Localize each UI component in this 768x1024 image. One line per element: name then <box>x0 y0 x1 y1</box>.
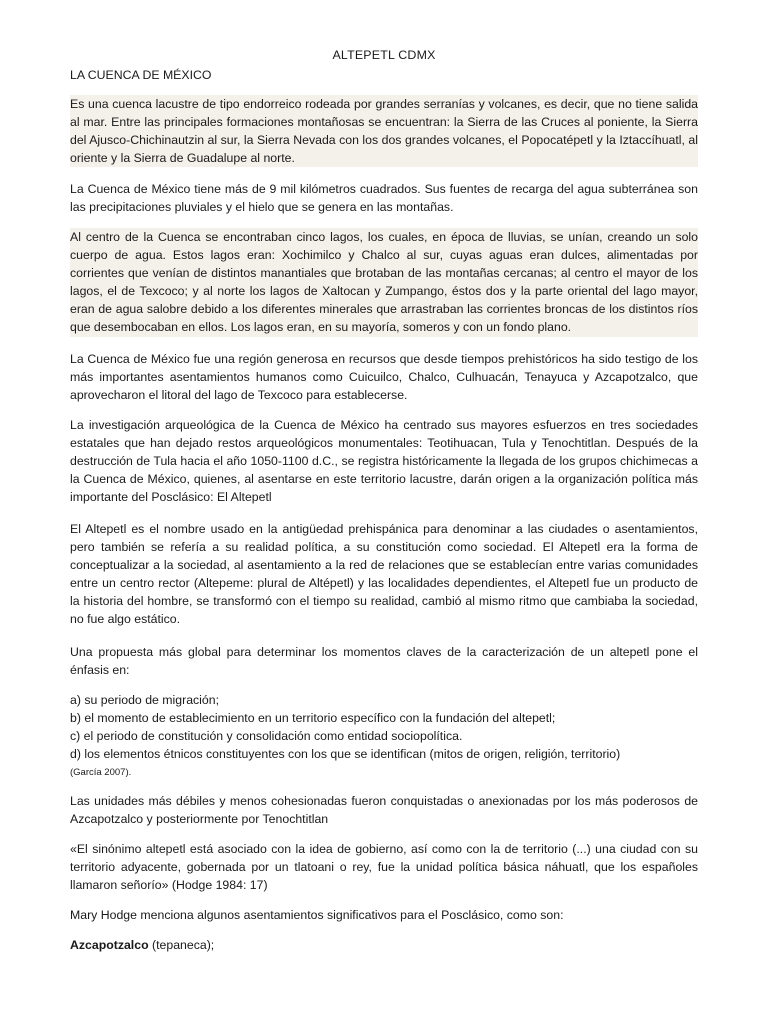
settlement-name: Azcapotzalco <box>70 938 149 952</box>
paragraph-7: Una propuesta más global para determinar los momentos claves de la caracterización de un altepetl pone el énfasis en: <box>70 645 698 678</box>
paragraph-8: Las unidades más débiles y menos cohesionadas fueron conquistadas o anexionadas por los más poderosos de Azcapotzalco y posteriormente por Tenochtitlan <box>70 794 698 827</box>
list-item: b) el momento de establecimiento en un territorio específico con la fundación del altepetl; <box>70 711 556 725</box>
settlement-group: (tepaneca); <box>148 938 215 952</box>
paragraph-3: Al centro de la Cuenca se encontraban cinco lagos, los cuales, en época de lluvias, se unían, creando un solo cuerpo de agua. Estos lagos eran: Xochimilco y Chalco al sur, cuyas aguas eran dulces, alimentadas por corrientes que venían de distintos manantiales que brotaban de las montañas cercanas; al centro el mayor de los lagos, el de Texcoco; y al norte los lagos de Xaltocan y Zumpango, éstos dos y la parte oriental del lago mayor, eran de agua salobre debido a los diferentes minerales que arrastraban las corrientes broncas de los distintos ríos que desembocaban en ellos. Los lagos eran, en su mayoría, someros y con un fondo plano. <box>70 228 698 337</box>
section-heading: LA CUENCA DE MÉXICO <box>70 68 212 82</box>
list-item: a) su periodo de migración; <box>70 693 220 707</box>
list-item: c) el periodo de constitución y consolidación como entidad sociopolítica. <box>70 729 463 743</box>
list-item: d) los elementos étnicos constituyentes con los que se identifican (mitos de origen, religión, territorio) <box>70 747 621 761</box>
paragraph-9: Mary Hodge menciona algunos asentamientos significativos para el Posclásico, como son: <box>70 908 564 922</box>
document-title: ALTEPETL CDMX <box>332 48 436 62</box>
paragraph-2: La Cuenca de México tiene más de 9 mil kilómetros cuadrados. Sus fuentes de recarga del agua subterránea son las precipitaciones pluviales y el hielo que se genera en las montañas. <box>70 182 698 215</box>
paragraph-5: La investigación arqueológica de la Cuenca de México ha centrado sus mayores esfuerzos en tres sociedades estatales que han dejado restos arqueológicos monumentales: Teotihuacan, Tula y Tenochtitlan. Después de la destrucción de Tula hacia el año 1050-1100 d.C., se registra históricamente la llegada de los grupos chichimecas a la Cuenca de México, quienes, al asentarse en este territorio lacustre, darán origen a la organización política más importante del Posclásico: El Altepetl <box>70 418 698 505</box>
quote-paragraph: «El sinónimo altepetl está asociado con la idea de gobierno, así como con la de territorio (...) una ciudad con su territorio adyacente, gobernada por un tlatoani o rey, fue la unidad política básica náhuatl, que los españoles llamaron señorío» (Hodge 1984: 17) <box>70 842 698 893</box>
list-citation: (García 2007). <box>70 767 132 778</box>
paragraph-6: El Altepetl es el nombre usado en la antigüedad prehispánica para denominar a las ciudades o asentamientos, pero también se refería a su realidad política, a su constitución como sociedad. El Altepetl era la forma de conceptualizar a la sociedad, al asentamiento a la red de relaciones que se establecían entre varias comunidades entre un centro rector (Altepeme: plural de Altépetl) y las localidades dependientes, el Altepetl fue un producto de la historia del hombre, se transformó con el tiempo su realidad, cambió al mismo ritmo que cambiaba la sociedad, no fue algo estático. <box>70 522 698 627</box>
paragraph-1: Es una cuenca lacustre de tipo endorreico rodeada por grandes serranías y volcanes, es decir, que no tiene salida al mar. Entre las principales formaciones montañosas se encuentran: la Sierra de las Cruces al poniente, la Sierra del Ajusco-Chichinautzin al sur, la Sierra Nevada con los dos grandes volcanes, el Popocatépetl y la Iztaccíhuatl, al oriente y la Sierra de Guadalupe al norte. <box>70 95 698 167</box>
paragraph-4: La Cuenca de México fue una región generosa en recursos que desde tiempos prehistóricos ha sido testigo de los más importantes asentamientos humanos como Cuicuilco, Chalco, Culhuacán, Tenayuca y Azcapotzalco, que aprovecharon el litoral del lago de Texcoco para establecerse. <box>70 352 698 403</box>
settlement-line <box>70 936 698 954</box>
